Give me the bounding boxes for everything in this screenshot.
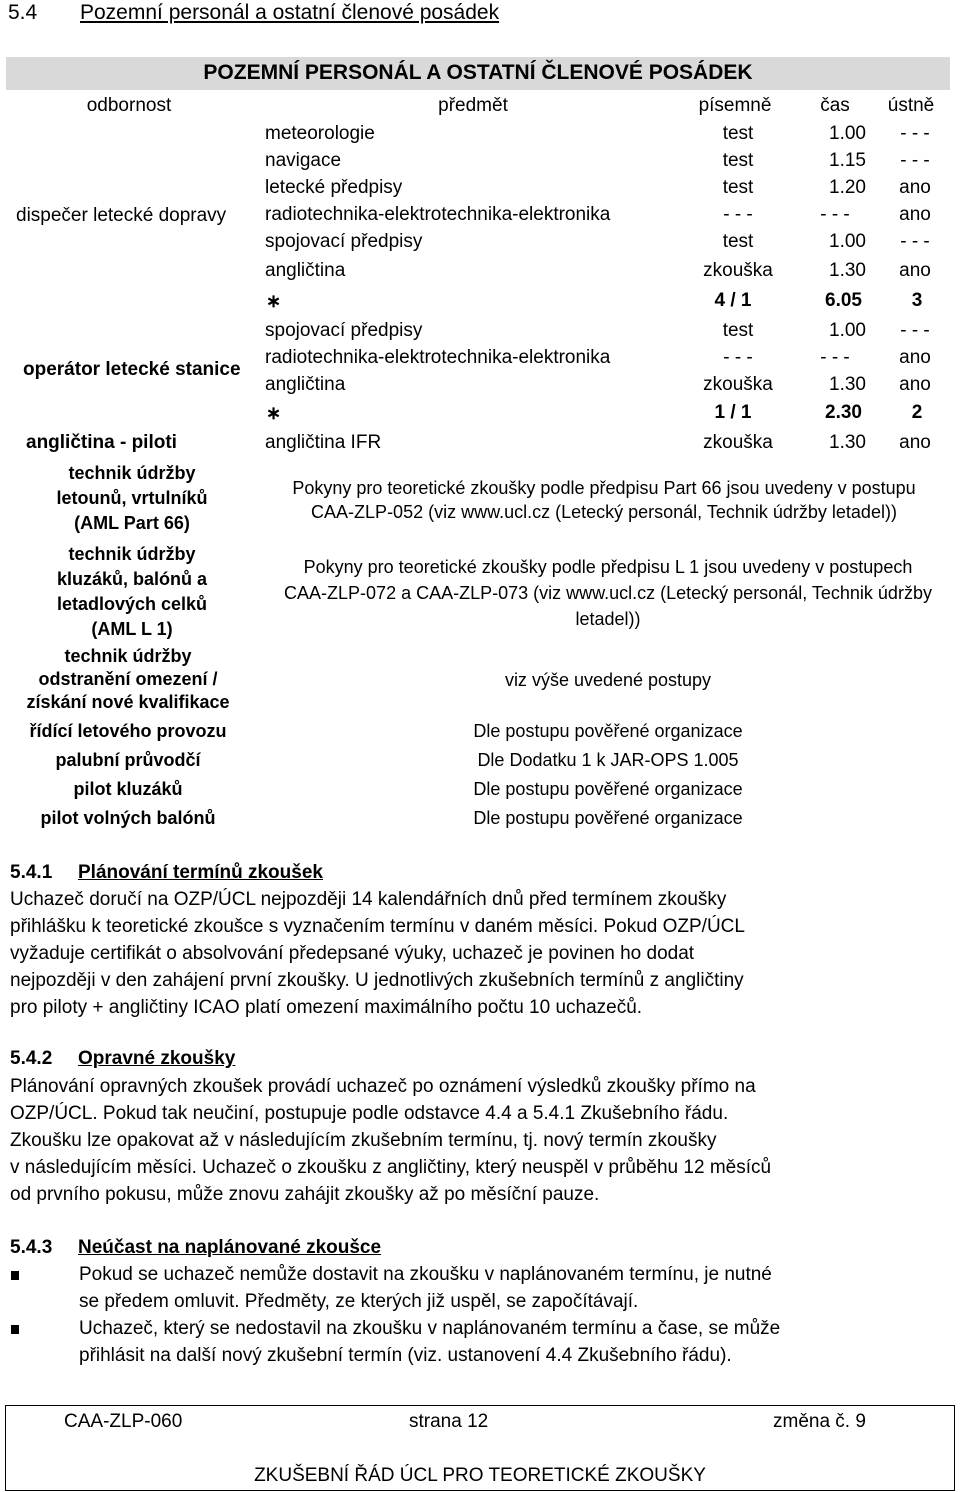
paragraph-line: od prvního pokusu, může znovu zahájit zkoušky až po měsíční pauze. [10, 1184, 600, 1205]
paragraph-line: nejpozději v den zahájení první zkoušky. U jednotlivých zkušebních termínů z angličtiny [10, 970, 744, 991]
bullet-text [79, 1261, 943, 1315]
time-cell: - - - [820, 204, 850, 225]
label-line: (AML L 1) [91, 619, 173, 639]
subject-cell: angličtina IFR [265, 432, 382, 453]
section-number: 5.4 [8, 1, 38, 24]
written-cell: test [722, 150, 754, 171]
time-cell: 1.30 [829, 374, 866, 395]
s543-title: Neúčast na naplánované zkoušce [78, 1237, 382, 1258]
asterisk-icon: ∗ [266, 291, 282, 311]
footer-title: ZKUŠEBNÍ ŘÁD ÚCL PRO TEORETICKÉ ZKOUŠKY [254, 1465, 706, 1486]
written-total: 4 / 1 [714, 290, 752, 311]
label-line: kluzáků, balónů a [56, 569, 208, 589]
section-title: Pozemní personál a ostatní členové posádek [80, 1, 500, 24]
time-total: 6.05 [825, 290, 862, 311]
s542-title: Opravné zkoušky [78, 1048, 236, 1069]
written-cell: - - - [723, 204, 753, 225]
dispecer-label: dispečer letecké dopravy [16, 205, 227, 226]
pruvodci-text: Dle Dodatku 1 k JAR-OPS 1.005 [477, 750, 739, 770]
bullet-line: Uchazeč, který se nedostavil na zkoušku v naplánovaném termínu a čase, se může [79, 1318, 781, 1339]
time-cell: 1.30 [829, 260, 866, 281]
label-line: odstranění omezení / [38, 669, 218, 689]
written-cell: zkouška [703, 374, 773, 395]
bullet-line: Pokud se uchazeč nemůže dostavit na zkoušku v naplánovaném termínu, je nutné [79, 1264, 772, 1285]
pruvodci-label: palubní průvodčí [55, 750, 201, 770]
bullet-line: přihlásit na další nový zkušební termín (viz. ustanovení 4.4 Zkušebního řádu). [79, 1345, 732, 1366]
oral-cell: ano [899, 347, 931, 368]
text-line: CAA-ZLP-052 (viz www.ucl.cz (Letecký personál, Technik údržby letadel)) [311, 502, 897, 522]
part66-label [6, 461, 258, 536]
label-line: (AML Part 66) [74, 513, 190, 533]
omezeni-text: viz výše uvedené postupy [504, 670, 712, 690]
oral-total: 2 [911, 402, 923, 423]
written-cell: test [722, 320, 754, 341]
time-cell: 1.00 [829, 231, 866, 252]
subject-cell: spojovací předpisy [265, 231, 423, 252]
subject-cell: meteorologie [265, 123, 375, 144]
label-line: technik údržby [68, 544, 196, 564]
paragraph-line: OZP/ÚCL. Pokud tak neučiní, postupuje podle odstavce 4.4 a 5.4.1 Zkušebního řádu. [10, 1103, 729, 1124]
written-total: 1 / 1 [714, 402, 752, 423]
balonu-label: pilot volných balónů [40, 808, 216, 828]
oral-cell: - - - [900, 320, 930, 341]
subject-cell: navigace [265, 150, 342, 171]
written-cell: zkouška [703, 432, 773, 453]
time-cell: 1.00 [829, 123, 866, 144]
oral-cell: - - - [900, 150, 930, 171]
paragraph-line: pro piloty + angličtiny ICAO platí omezení maximálního počtu 10 uchazečů. [10, 997, 643, 1018]
s543-number: 5.4.3 [10, 1237, 53, 1258]
omezeni-label [2, 645, 254, 714]
paragraph-line: přihlášku k teoretické zkoušce s vyznačením termínu v daném měsíci. Pokud OZP/ÚCL [10, 916, 745, 937]
oral-cell: ano [899, 260, 931, 281]
s542-paragraph [10, 1073, 942, 1208]
written-cell: test [722, 231, 754, 252]
footer-change: změna č. 9 [773, 1411, 866, 1432]
label-line: technik údržby [64, 646, 192, 666]
header-odbornost: odbornost [86, 95, 172, 116]
s541-number: 5.4.1 [10, 862, 53, 883]
oral-cell: ano [899, 432, 931, 453]
text-line: letadel)) [575, 609, 641, 629]
l1-label [6, 542, 258, 642]
piloti-label: angličtina - piloti [26, 432, 177, 453]
operator-label: operátor letecké stanice [23, 359, 241, 380]
time-cell: 1.20 [829, 177, 866, 198]
time-cell: 1.30 [829, 432, 866, 453]
paragraph-line: vyžaduje certifikát o absolvování předepsané výuky, uchazeč je povinen ho dodat [10, 943, 695, 964]
text-line: CAA-ZLP-072 a CAA-ZLP-073 (viz www.ucl.cz (Letecký personál, Technik údržby [284, 583, 932, 603]
oral-cell: - - - [900, 231, 930, 252]
asterisk-icon: ∗ [266, 403, 282, 423]
header-pisemne: písemně [698, 95, 772, 116]
footer-page: strana 12 [409, 1411, 489, 1432]
written-cell: - - - [723, 347, 753, 368]
s541-paragraph [10, 886, 942, 1021]
s542-number: 5.4.2 [10, 1048, 53, 1069]
ridici-text: Dle postupu pověřené organizace [473, 721, 743, 741]
kluzaku-text: Dle postupu pověřené organizace [473, 779, 743, 799]
written-cell: zkouška [703, 260, 773, 281]
time-cell: - - - [820, 347, 850, 368]
written-cell: test [722, 123, 754, 144]
part66-text [258, 476, 950, 524]
subject-cell: radiotechnika-elektrotechnika-elektronika [265, 204, 611, 225]
paragraph-line: Uchazeč doručí na OZP/ÚCL nejpozději 14 kalendářních dnů před termínem zkoušky [10, 889, 727, 910]
label-line: letadlových celků [56, 594, 208, 614]
text-line: Pokyny pro teoretické zkoušky podle předpisu Part 66 jsou uvedeny v postupu [292, 478, 916, 498]
bullet-text [79, 1315, 943, 1369]
s541-title: Plánování termínů zkoušek [78, 862, 323, 883]
oral-cell: ano [899, 374, 931, 395]
header-predmet: předmět [438, 95, 508, 116]
balonu-text: Dle postupu pověřené organizace [473, 808, 743, 828]
table-title: POZEMNÍ PERSONÁL A OSTATNÍ ČLENOVÉ POSÁDEK [203, 61, 753, 84]
header-ustne: ústně [887, 95, 935, 116]
time-total: 2.30 [825, 402, 862, 423]
paragraph-line: v následujícím měsíci. Uchazeč o zkoušku z angličtiny, který neuspěl v průběhu 12 měsíců [10, 1157, 772, 1178]
time-cell: 1.15 [829, 150, 866, 171]
ridici-label: řídící letového provozu [29, 721, 227, 741]
oral-cell: ano [899, 204, 931, 225]
written-cell: test [722, 177, 754, 198]
oral-cell: ano [899, 177, 931, 198]
label-line: získání nové kvalifikace [26, 692, 230, 712]
footer-doc: CAA-ZLP-060 [64, 1411, 183, 1432]
header-cas: čas [820, 95, 850, 116]
bullet-icon [11, 1271, 19, 1280]
subject-cell: angličtina [265, 374, 346, 395]
subject-cell: spojovací předpisy [265, 320, 423, 341]
label-line: technik údržby [68, 463, 196, 483]
oral-total: 3 [911, 290, 923, 311]
paragraph-line: Zkoušku lze opakovat až v následujícím zkušebním termínu, tj. nový termín zkoušky [10, 1130, 717, 1151]
subject-cell: angličtina [265, 260, 346, 281]
paragraph-line: Plánování opravných zkoušek provádí uchazeč po oznámení výsledků zkoušky přímo na [10, 1076, 756, 1097]
oral-cell: - - - [900, 123, 930, 144]
text-line: Pokyny pro teoretické zkoušky podle předpisu L 1 jsou uvedeny v postupech [303, 557, 913, 577]
subject-cell: radiotechnika-elektrotechnika-elektronika [265, 347, 611, 368]
label-line: letounů, vrtulníků [56, 488, 208, 508]
time-cell: 1.00 [829, 320, 866, 341]
subject-cell: letecké předpisy [265, 177, 403, 198]
bullet-icon [11, 1325, 19, 1334]
l1-text [258, 554, 958, 632]
bullet-line: se předem omluvit. Předměty, ze kterých již uspěl, se započítávají. [79, 1291, 639, 1312]
kluzaku-label: pilot kluzáků [73, 779, 183, 799]
